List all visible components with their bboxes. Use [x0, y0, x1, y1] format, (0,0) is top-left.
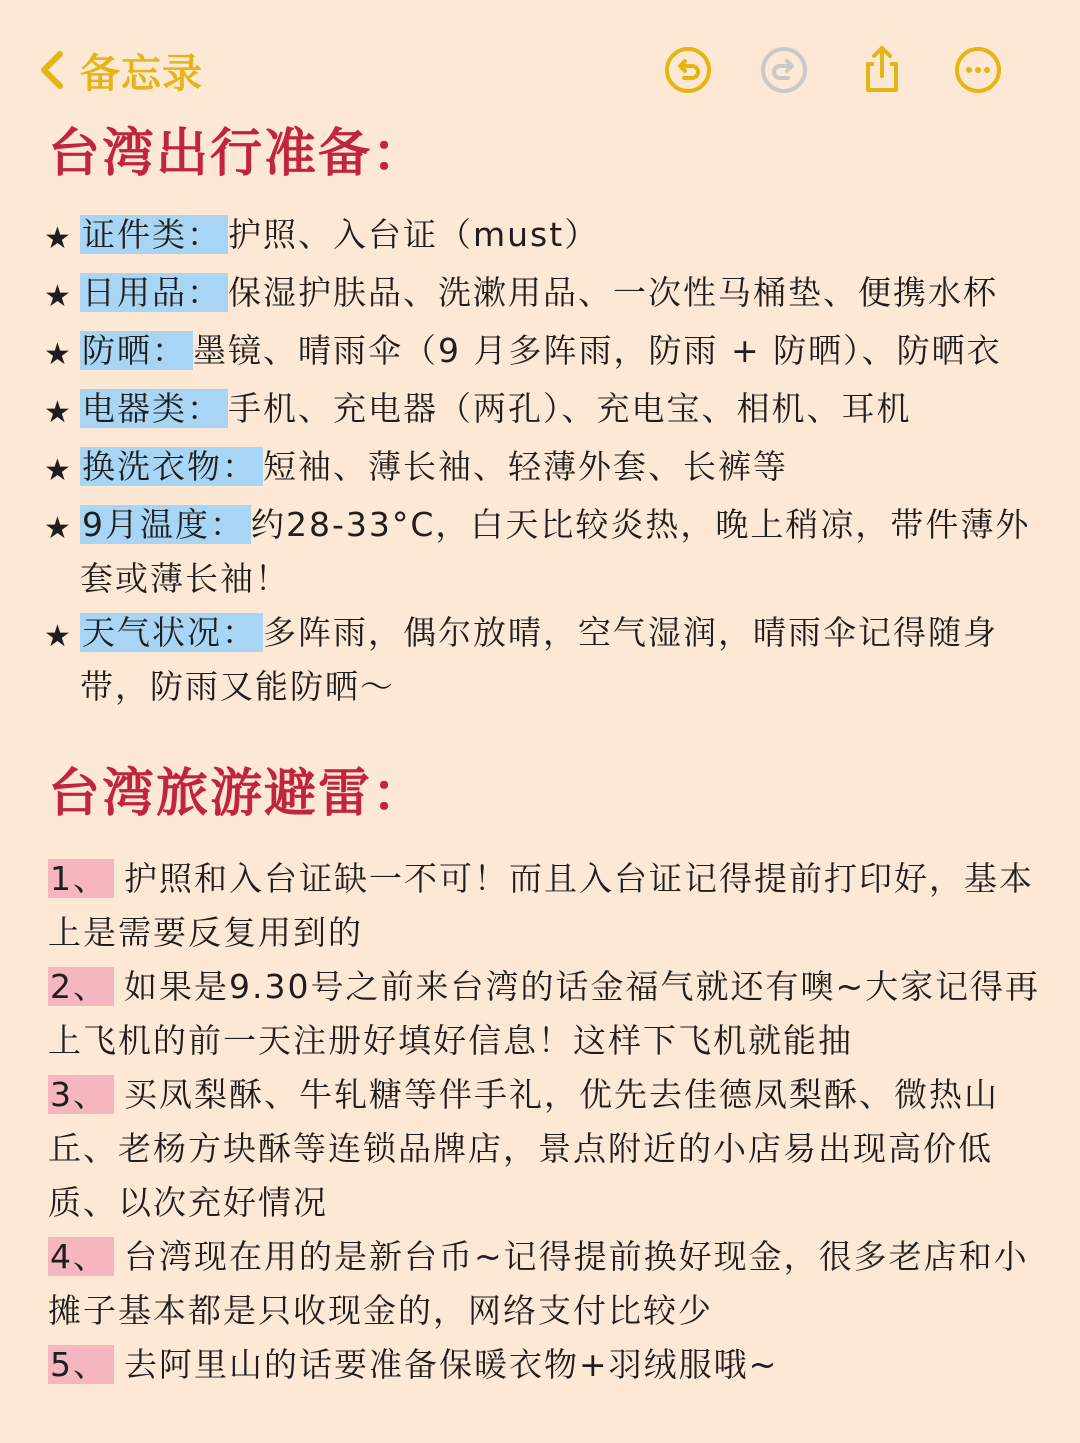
star-icon: ★ — [44, 395, 71, 430]
star-icon: ★ — [44, 511, 71, 546]
star-icon: ★ — [44, 619, 71, 654]
list-item — [44, 498, 1064, 606]
item-label: 换洗衣物： — [80, 447, 263, 486]
more-icon[interactable] — [952, 44, 1004, 96]
item-text: 短袖、薄长袖、轻薄外套、长裤等 — [263, 447, 788, 486]
item-label: 电器类： — [80, 389, 228, 428]
item-label: 日用品： — [80, 273, 228, 312]
star-icon: ★ — [44, 221, 71, 256]
item-text: 台湾现在用的是新台币~记得提前换好现金，很多老店和小摊子基本都是只收现金的，网络支付比较少 — [48, 1237, 1029, 1330]
item-label: 9月温度： — [80, 505, 251, 544]
item-text: 墨镜、晴雨伞（9 月多阵雨，防雨 + 防晒）、防晒衣 — [193, 331, 1002, 370]
chevron-left-icon — [38, 48, 68, 92]
pitfalls-list — [48, 852, 1048, 1392]
back-button[interactable] — [38, 44, 203, 96]
list-item — [44, 440, 1064, 498]
list-item — [48, 1338, 1048, 1392]
star-icon: ★ — [44, 337, 71, 372]
list-item — [48, 1068, 1048, 1230]
list-item — [48, 852, 1048, 960]
item-text: 买凤梨酥、牛轧糖等伴手礼，优先去佳德凤梨酥、微热山丘、老杨方块酥等连锁品牌店，景点附近的小店易出现高价低质、以次充好情况 — [48, 1075, 999, 1222]
undo-icon[interactable] — [662, 44, 714, 96]
list-item — [44, 266, 1064, 324]
item-label: 天气状况： — [80, 613, 263, 652]
item-text: 护照、入台证（must） — [228, 215, 600, 254]
list-item — [44, 208, 1064, 266]
back-label: 备忘录 — [80, 50, 203, 97]
item-label: 防晒： — [80, 331, 193, 370]
item-text: 保湿护肤品、洗漱用品、一次性马桶垫、便携水杯 — [228, 273, 998, 312]
list-item — [44, 382, 1064, 440]
item-label: 证件类： — [80, 215, 228, 254]
item-text: 约28-33°C，白天比较炎热，晚上稍凉，带件薄外套或薄长袖！ — [80, 505, 1031, 598]
section-title-preparation: 台湾出行准备： — [48, 124, 427, 184]
item-text: 如果是9.30号之前来台湾的话金福气就还有噢~大家记得再上飞机的前一天注册好填好信息！这样下飞机就能抽 — [48, 967, 1041, 1060]
top-bar — [0, 0, 1080, 120]
star-icon: ★ — [44, 279, 71, 314]
preparation-list — [44, 208, 1064, 714]
item-number: 4、 — [48, 1237, 114, 1276]
share-icon[interactable] — [856, 44, 908, 96]
star-icon: ★ — [44, 453, 71, 488]
item-text: 护照和入台证缺一不可！而且入台证记得提前打印好，基本上是需要反复用到的 — [48, 859, 1034, 952]
item-number: 3、 — [48, 1075, 114, 1114]
item-text: 去阿里山的话要准备保暖衣物+羽绒服哦~ — [124, 1345, 779, 1384]
section-title-pitfalls: 台湾旅游避雷： — [48, 764, 427, 824]
item-text: 手机、充电器（两孔）、充电宝、相机、耳机 — [228, 389, 912, 428]
item-text: 多阵雨，偶尔放晴，空气湿润，晴雨伞记得随身带，防雨又能防晒～ — [80, 613, 998, 706]
redo-icon[interactable] — [758, 44, 810, 96]
item-number: 5、 — [48, 1345, 114, 1384]
list-item — [44, 324, 1064, 382]
list-item — [48, 1230, 1048, 1338]
item-number: 2、 — [48, 967, 114, 1006]
item-number: 1、 — [48, 859, 114, 898]
list-item — [44, 606, 1064, 714]
list-item — [48, 960, 1048, 1068]
